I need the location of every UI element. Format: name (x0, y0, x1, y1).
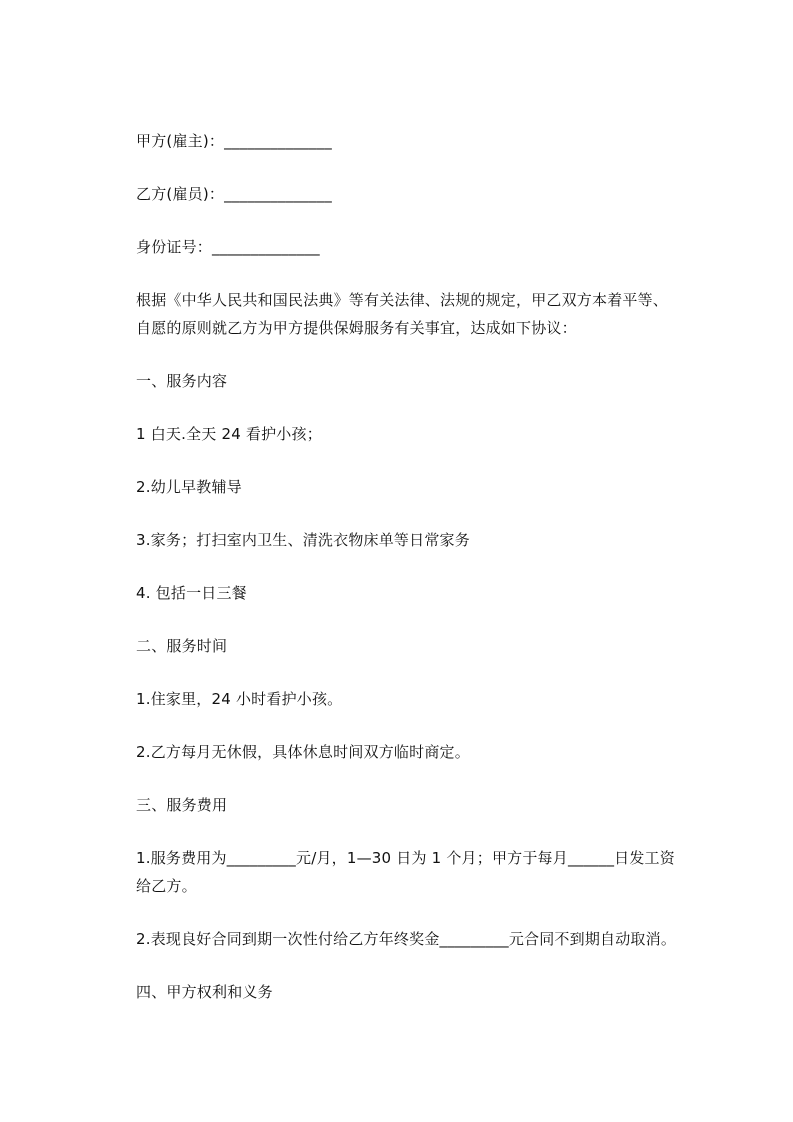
party-a-line: 甲方(雇主)：______________ (136, 132, 332, 150)
section-3-title: 三、服务费用 (136, 796, 228, 814)
section-1-item-2: 2.幼儿早教辅导 (136, 478, 242, 496)
party-b-line: 乙方(雇员)：______________ (136, 185, 332, 203)
section-4-title: 四、甲方权利和义务 (136, 983, 273, 1001)
section-2-item-1: 1.住家里，24 小时看护小孩。 (136, 690, 343, 708)
id-number-line: 身份证号：______________ (136, 238, 320, 256)
section-1-item-3: 3.家务；打扫室内卫生、清洗衣物床单等日常家务 (136, 531, 470, 549)
section-2-title: 二、服务时间 (136, 637, 228, 655)
section-3-item-1-line-2: 给乙方。 (136, 877, 197, 895)
section-3-item-2: 2.表现良好合同到期一次性付给乙方年终奖金_________元合同不到期自动取消。 (136, 930, 677, 948)
section-2-item-2: 2.乙方每月无休假，具体休息时间双方临时商定。 (136, 743, 470, 761)
intro-paragraph-line-1: 根据《中华人民共和国民法典》等有关法律、法规的规定，甲乙双方本着平等、 (136, 291, 669, 309)
section-3-item-1-line-1: 1.服务费用为_________元/月，1—30 日为 1 个月；甲方于每月______日发工资 (136, 849, 675, 867)
section-1-title: 一、服务内容 (136, 372, 228, 390)
section-1-item-1: 1 白天.全天 24 看护小孩； (136, 425, 322, 443)
intro-paragraph-line-2: 自愿的原则就乙方为甲方提供保姆服务有关事宜，达成如下协议： (136, 319, 577, 337)
section-1-item-4: 4. 包括一日三餐 (136, 584, 247, 602)
